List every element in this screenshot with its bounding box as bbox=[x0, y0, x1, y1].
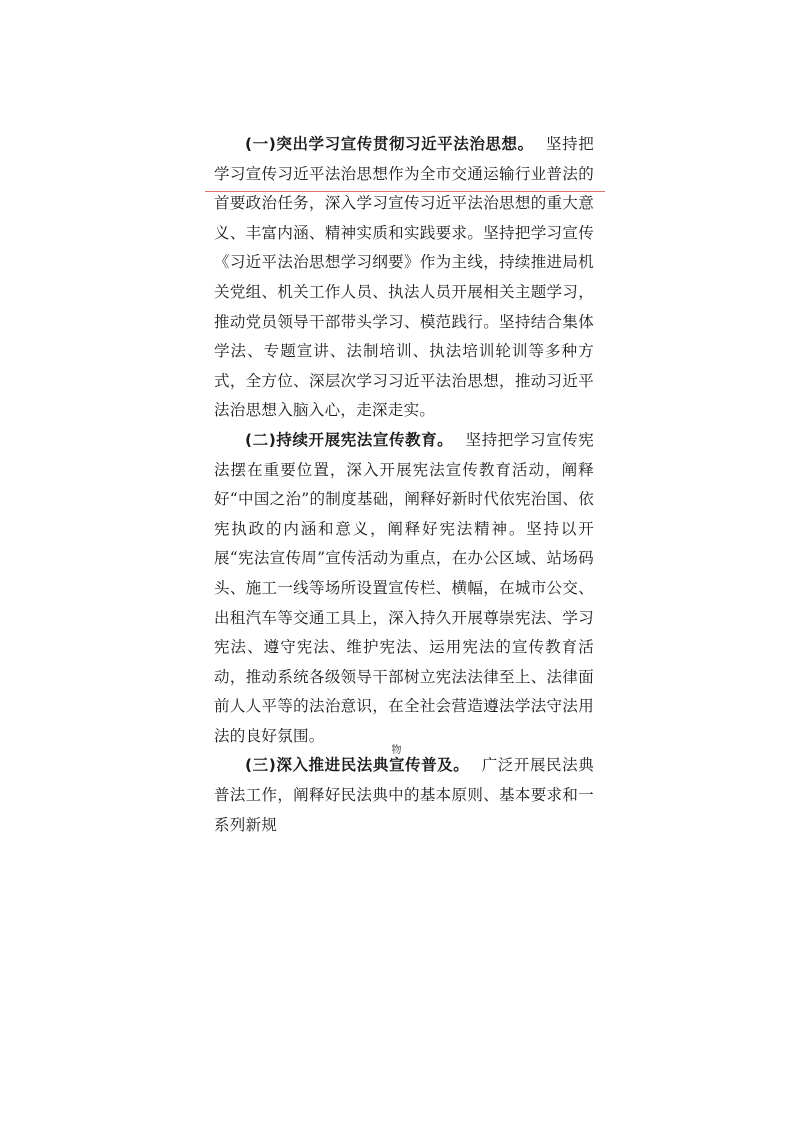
page-footer-mark: 物 bbox=[391, 745, 402, 756]
document-body bbox=[214, 130, 594, 840]
section-2-paragraph bbox=[214, 426, 594, 752]
section-1-paragraph bbox=[214, 130, 594, 426]
section-1-heading: (一)突出学习宣传贯彻习近平法治思想。 bbox=[245, 135, 534, 153]
section-3-body: 广泛开展民法典普法工作，阐释好民法典中的基本原则、基本要求和一系列新规 bbox=[214, 756, 595, 834]
section-3-heading: (三)深入推进民法典宣传普及。 bbox=[245, 756, 470, 775]
section-2-body: 坚持把学习宣传宪法摆在重要位置，深入开展宪法宣传教育活动，阐释好“中国之治”的制度基础，阐释好新时代依宪治国、依宪执政的内涵和意义，阐释好宪法精神。坚持以开展“宪法宣传周”宣传活动为重点，在办公区域、站场码头、施工一线等场所设置宣传栏、横幅，在城市公交、出租汽车等交通工具上，深入持久开展尊崇宪法、学习宪法、遵守宪法、维护宪法、运用宪法的宣传教育活动，推动系统各级领导干部树立宪法法律至上、法律面前人人平等的法治意识，在全社会营造遵法学法守法用法的良好氛围。 bbox=[214, 430, 594, 745]
section-2-heading: (二)持续开展宪法宣传教育。 bbox=[245, 430, 454, 449]
section-1-body: 坚持把学习宣传习近平法治思想作为全市交通运输行业普法的首要政治任务，深入学习宣传习近平法治思想的重大意义、丰富内涵、精神实质和实践要求。坚持把学习宣传《习近平法治思想学习纲要》作为主线，持续推进局机关党组、机关工作人员、执法人员开展相关主题学习，推动党员领导干部带头学习、模范践行。坚持结合集体学法、专题宣讲、法制培训、执法培训轮训等多种方式，全方位、深层次学习习近平法治思想，推动习近平法治思想入脑入心，走深走实。 bbox=[214, 135, 595, 420]
section-3-paragraph bbox=[214, 751, 594, 840]
